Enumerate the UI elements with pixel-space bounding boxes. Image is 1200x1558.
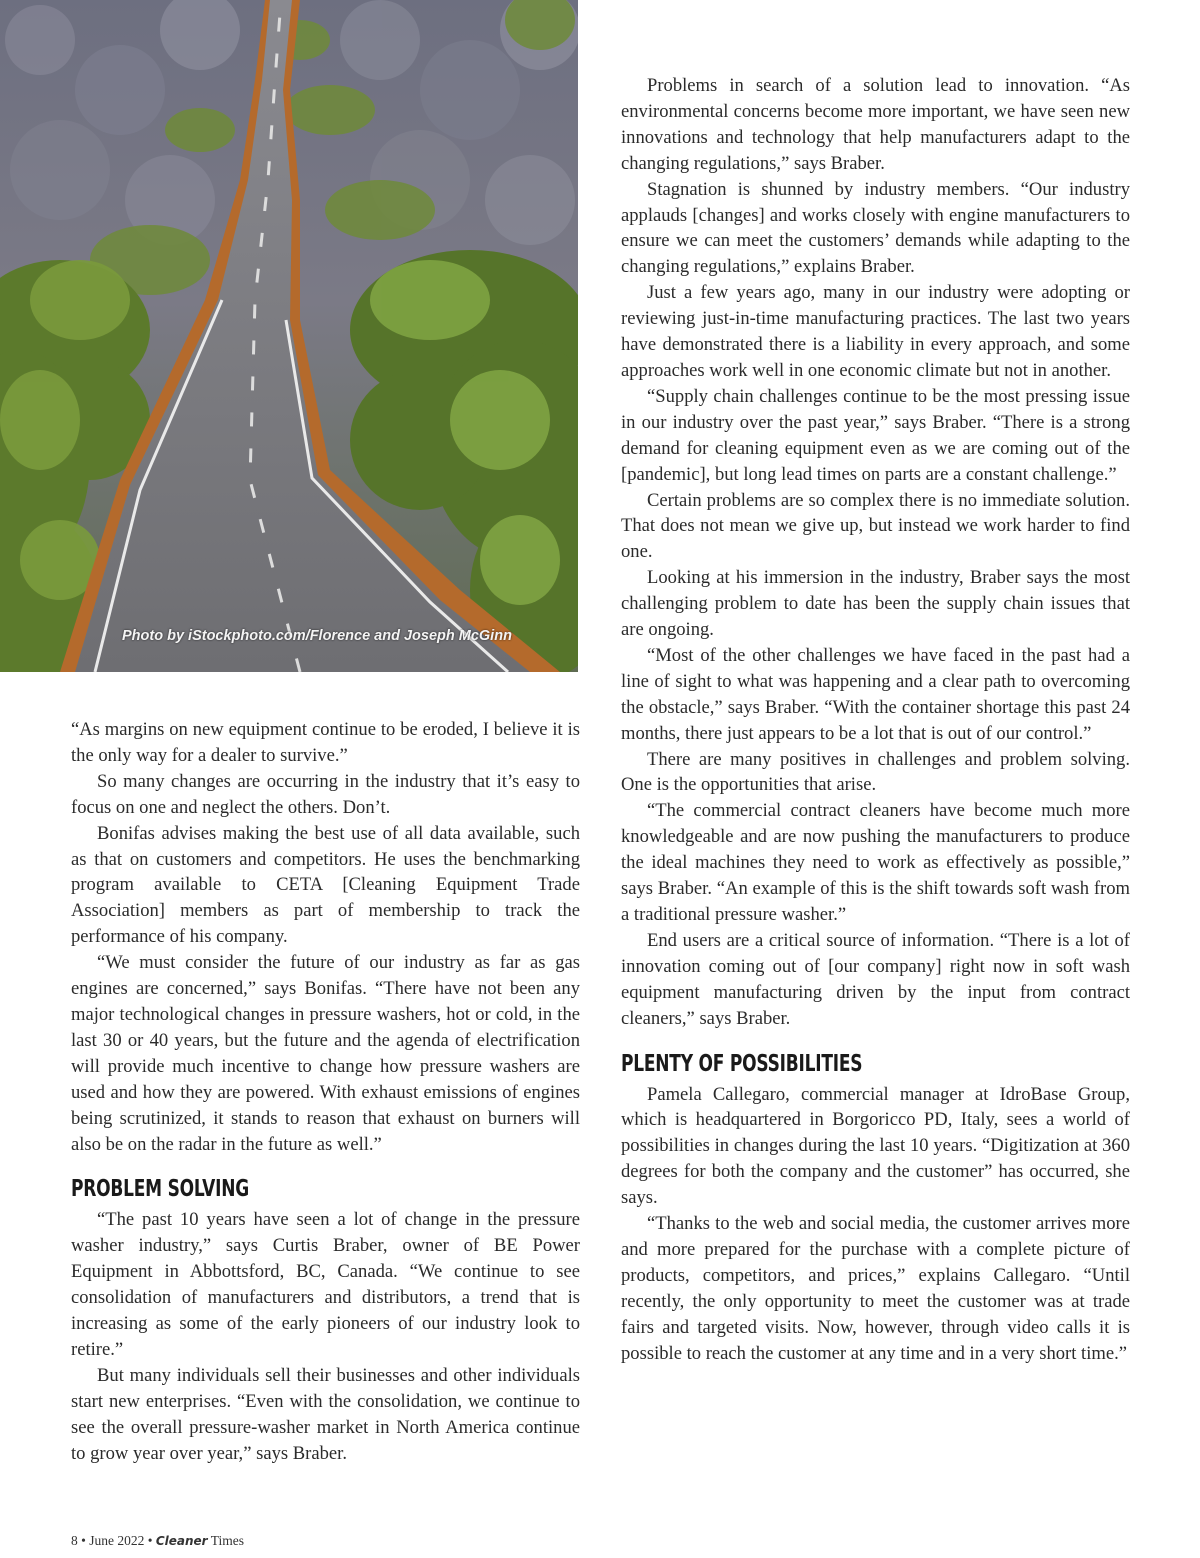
photo-credit: Photo by iStockphoto.com/Florence and Joseph McGinn [122,628,512,644]
paragraph: “Thanks to the web and social media, the customer arrives more and more prepared for the purchase with a complete picture of products, competitors, and prices,” explains Callegaro. “Until recently, the only opportunity to meet the customer was at trade fairs and targeted visits. Now, however, through video calls it is possible to reach the customer at any time and in a very short time.” [621,1213,1130,1364]
paragraph: Looking at his immersion in the industry, Braber says the most challenging problem to date has been the supply chain issues that are ongoing. [621,567,1130,641]
paragraph: Pamela Callegaro, commercial manager at IdroBase Group, which is headquartered in Borgoricco PD, Italy, sees a world of possibilities in changes during the last 10 years. “Digitization at 360 degrees for both the company and the customer” has occurred, she says. [621,1083,1130,1209]
issue-date: June 2022 [89,1533,145,1548]
paragraph: Just a few years ago, many in our industry were adopting or reviewing just-in-time manufacturing practices. The last two years have demonstrated there is a liability in every approach, and some approaches work well in one economic climate but not in another. [621,282,1130,381]
article-photo [0,0,578,672]
left-column [71,717,580,1466]
paragraph: “Most of the other challenges we have faced in the past had a line of sight to what was happening and a clear path to overcoming the obstacle,” says Braber. “With the container shortage this past 24 months, there just appears to be a lot that is out of our control.” [621,644,1130,744]
paragraph: Bonifas advises making the best use of all data available, such as that on customers and competitors. He uses the benchmarking program available to CETA [Cleaning Equipment Trade Association] members as part of membership to track the performance of his company. [71,822,580,948]
section-heading: PROBLEM SOLVING [71,1176,249,1203]
right-column [621,73,1130,1367]
paragraph: “The past 10 years have seen a lot of change in the pressure washer industry,” says Curtis Braber, owner of BE Power Equipment in Abbottsford, BC, Canada. “We continue to see consolidation of manufacturers and distributors, a trend that is increasing as some of the early pioneers of our industry look to retire.” [71,1209,580,1360]
paragraph: “We must consider the future of our industry as far as gas engines are concerned,” says Bonifas. “There have not been any major technological changes in pressure washers, hot or cold, in the last 30 or 40 years, but the future and the agenda of electrification will provide much incentive to change how pressure washers are used and how they are powered. With exhaust emissions of engines being scrutinized, it stands to reason that exhaust on burners will also be on the radar in the future as well.” [71,952,580,1155]
paragraph: “The commercial contract cleaners have become much more knowledgeable and are now pushing the manufacturers to produce the ideal machines they need to work as effectively as possible,” says Braber. “An example of this is the shift towards soft wash from a traditional pressure washer.” [621,800,1130,925]
paragraph: Problems in search of a solution lead to innovation. “As environmental concerns become more important, we have seen new innovations and technology that help manufacturers adapt to the changing regulations,” says Braber. [621,75,1130,174]
section-heading: PLENTY OF POSSIBILITIES [621,1050,863,1077]
paragraph: Stagnation is shunned by industry members. “Our industry applauds [changes] and works closely with engine manufacturers to ensure we can meet the customers’ demands while adapting to the changing regulations,” explains Braber. [621,178,1130,278]
paragraph: There are many positives in challenges and problem solving. One is the opportunities that arise. [621,748,1130,796]
magazine-name-rest: Times [210,1533,245,1548]
paragraph: “As margins on new equipment continue to be eroded, I believe it is the only way for a dealer to survive.” [71,719,580,766]
paragraph: So many changes are occurring in the industry that it’s easy to focus on one and neglect the others. Don’t. [71,770,580,818]
paragraph: “Supply chain challenges continue to be the most pressing issue in our industry over the past year,” says Braber. “There is a strong demand for cleaning equipment even as we are coming out of the [pandemic], but long lead times on parts are a constant challenge.” [621,385,1130,485]
paragraph: Certain problems are so complex there is no immediate solution. That does not mean we give up, but instead we work harder to find one. [621,489,1130,563]
page-number: 8 [71,1533,78,1548]
page-footer [71,1533,244,1549]
paragraph: End users are a critical source of information. “There is a lot of innovation coming out of [our company] right now in soft wash equipment manufacturing driven by the input from contract cleaners,” says Braber. [621,929,1130,1029]
footer-bullet: • [147,1533,153,1548]
road-photo-illustration [0,0,578,672]
paragraph: But many individuals sell their businesses and other individuals start new enterprises. “Even with the consolidation, we continue to see the overall pressure-washer market in North America continue to grow year over year,” says Braber. [71,1364,580,1464]
magazine-name-italic: Cleaner [155,1534,208,1548]
footer-bullet: • [81,1533,86,1548]
